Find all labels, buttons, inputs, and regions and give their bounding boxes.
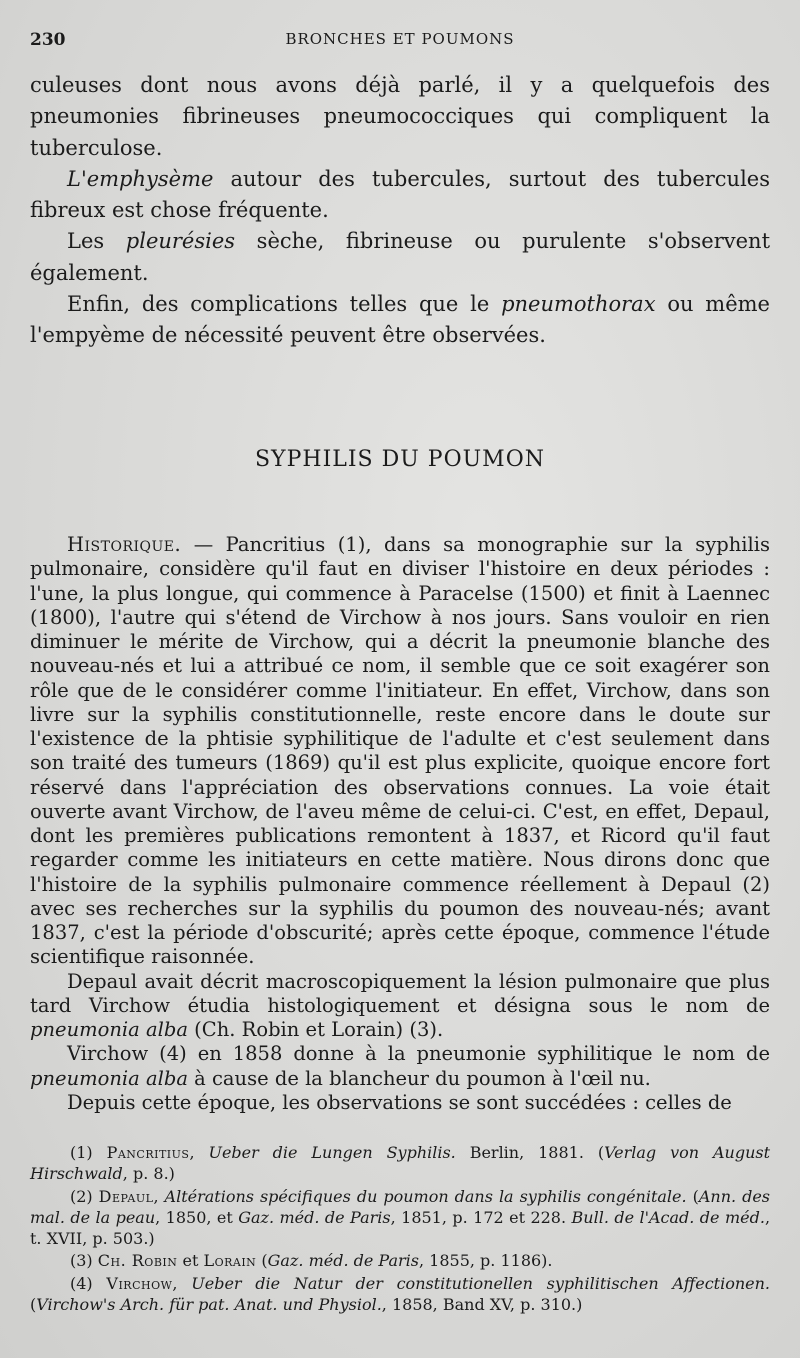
paragraph-text: Enfin, des complications telles que le [67, 292, 502, 317]
paragraph [30, 970, 770, 1043]
footnote-text: , [153, 1186, 165, 1206]
footnote-text: , 1851, p. 172 et 228. [390, 1207, 572, 1227]
paragraph-text: Les [67, 229, 126, 254]
footnote-journal: Gaz. méd. de Paris [238, 1207, 391, 1227]
paragraph-text: Depaul avait décrit macroscopiquement la lésion pulmonaire que plus tard Virchow étudia histologiquement et désigna sous le nom de [30, 969, 770, 1017]
footnote-text: ( [686, 1186, 699, 1206]
footnote-text: , [172, 1273, 192, 1293]
footnote-text: et [177, 1251, 204, 1271]
paragraph-text: à cause de la blancheur du poumon à l'œil nu. [187, 1066, 651, 1090]
running-title: BRONCHES ET POUMONS [285, 30, 515, 48]
paragraph [30, 164, 770, 227]
footnote-journal: Virchow's Arch. für pat. Anat. und Physiol. [36, 1295, 382, 1315]
paragraph [30, 70, 770, 164]
intro-text [30, 70, 770, 352]
footnotes [30, 1142, 770, 1316]
paragraph-text: Virchow (4) en 1858 donne à la pneumonie syphilitique le nom de [67, 1042, 770, 1066]
footnote-text: , t. XVII, p. 503.) [30, 1207, 771, 1249]
paragraph [30, 1091, 770, 1115]
section-title: SYPHILIS DU POUMON [254, 447, 545, 472]
paragraph-text: sèche, fibrineuse ou purulente s'observent également. [30, 229, 771, 285]
footnote-author: Virchow [106, 1273, 173, 1293]
paragraph [30, 1042, 770, 1091]
footnote-publisher: Verlag von August Hirschwald [30, 1143, 771, 1184]
footnote-text: , [189, 1143, 209, 1162]
paragraph [30, 226, 770, 289]
emphasis: pneumonia alba [30, 1066, 188, 1090]
footnote-number: (2) [70, 1186, 99, 1206]
emphasis: pleurésies [125, 229, 236, 254]
paragraph-text: ou même l'empyème de nécessité peuvent être observées. [30, 292, 770, 348]
footnote [30, 1186, 770, 1250]
footnote-number: (4) [70, 1273, 107, 1293]
footnote-text: , 1858, Band XV, p. 310.) [381, 1295, 583, 1315]
footnote-text: , p. 8.) [122, 1164, 175, 1184]
footnote-title: Altérations spécifiques du poumon dans la syphilis congénitale. [164, 1186, 687, 1206]
footnote-author: Depaul [98, 1186, 154, 1206]
paragraph-text: — Pancritius (1), dans sa monographie sur la syphilis pulmonaire, considère qu'il faut en diviser l'histoire en deux périodes : l'une, la plus longue, qui commence à Paracelse (1500) et finit à Laennec (1800), l'autre qui s'étend de Virchow à nos jours. Sans vouloir en rien diminuer le mérite de Virchow, qui a décrit la pneumonie blanche des nouveau-nés et lui a attribué ce nom, il semble que ce soit exagérer son rôle que de le considérer comme l'initiateur. En effet, Virchow, dans son livre sur la syphilis constitutionnelle, reste encore dans le doute sur l'existence de la phtisie syphilitique de l'adulte et c'est seulement dans son traité des tumeurs (1869) qu'il est plus explicite, quoique encore fort réservé dans l'appréciation des observations connues. La voie était ouverte avant Virchow, de l'aveu même de celui-ci. C'est, en effet, Depaul, dont les premières publications remontent à 1837, et Ricord qu'il faut regarder comme les initiateurs en cette matière. Nous dirons donc que l'histoire de la syphilis pulmonaire commence réellement à Depaul (2) avec ses recherches sur la syphilis du poumon des nouveau-nés; avant 1837, c'est la période d'obscurité; après cette époque, commence l'étude scientifique raisonnée. [30, 533, 770, 969]
emphasis: pneumothorax [501, 292, 656, 317]
footnote-text: , 1850, et [155, 1207, 239, 1227]
footnote-text: , 1855, p. 1186). [418, 1251, 553, 1271]
emphasis: pneumonia alba [30, 1018, 188, 1041]
footnote [30, 1273, 770, 1316]
footnote-number: (3) [70, 1251, 98, 1271]
page-number: 230 [30, 30, 66, 50]
footnote-title: Ueber die Natur der constitutionellen syphilitischen Affectionen. [191, 1273, 771, 1293]
footnote-journal: Gaz. méd. de Paris [267, 1251, 419, 1271]
paragraph [30, 289, 770, 352]
footnote-author: Lorain [203, 1251, 257, 1271]
page-header [30, 30, 770, 54]
emphasis: L'emphysème [67, 166, 214, 191]
footnote-text: Berlin, 1881. ( [455, 1143, 605, 1162]
paragraph-text: culeuses dont nous avons déjà parlé, il y a quelquefois des pneumonies fibrineuses pneumococciques qui compliquent la tuberculose. [30, 73, 770, 160]
footnote-journal: Bull. de l'Acad. de méd. [571, 1207, 765, 1227]
footnote [30, 1250, 770, 1271]
footnote-author: Pancritius [106, 1143, 190, 1162]
footnote-title: Ueber die Lungen Syphilis. [208, 1143, 456, 1162]
paragraph [30, 533, 770, 970]
paragraph-text: Depuis cette époque, les observations se sont succédées : celles de [67, 1090, 732, 1114]
historique-text [30, 533, 770, 1115]
footnote [30, 1142, 770, 1185]
paragraph-text: autour des tubercules, surtout des tubercules fibreux est chose fréquente. [30, 166, 770, 223]
footnote-author: Ch. Robin [97, 1251, 178, 1271]
paragraph-text: (Ch. Robin et Lorain) (3). [187, 1018, 444, 1041]
footnote-number: (1) [70, 1143, 107, 1162]
footnote-journal: Ann. des mal. de la peau [30, 1186, 771, 1227]
footnote-text: ( [256, 1251, 268, 1271]
footnote-text: ( [30, 1295, 37, 1315]
section-label: Historique. [67, 533, 182, 556]
